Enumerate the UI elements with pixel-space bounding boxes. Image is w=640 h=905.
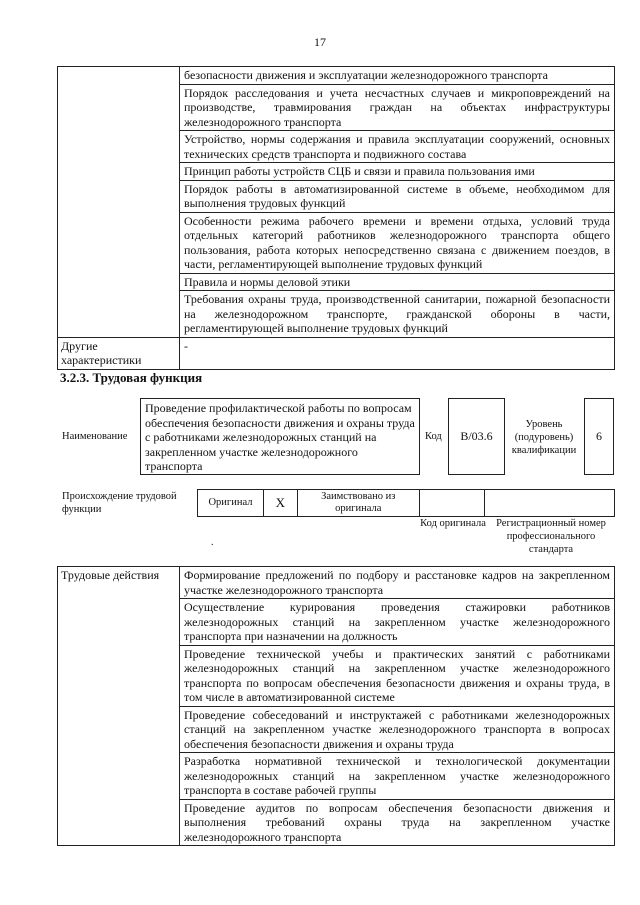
labor-action-cell: Разработка нормативной технической и технологической документации железнодорожных станций на закрепленном участке железнодорожного транспорта в составе рабочей группы [180, 753, 615, 800]
qualification-level-label: Уровень (подуровень) квалификации [511, 419, 577, 456]
other-characteristics-value: - [180, 337, 615, 369]
section-heading: 3.2.3. Трудовая функция [60, 370, 203, 385]
knowledge-cell: Принцип работы устройств СЦБ и связи и правила пользования ими [180, 163, 615, 181]
other-characteristics-label: Другие характеристики [58, 337, 180, 369]
code-original-caption: Код оригинала [420, 518, 486, 529]
knowledge-cell: Требования охраны труда, производственной санитарии, пожарной безопасности на железнодорожном транспорте, гражданской обороны в части, регламентирующей выполнение трудовых функций [180, 291, 615, 338]
labor-actions-label: Трудовые действия [58, 567, 180, 846]
code-original-cell [419, 490, 485, 517]
knowledge-table [57, 66, 615, 370]
labor-action-cell: Формирование предложений по подбору и расстановке кадров на закрепленном участке железнодорожного транспорта [180, 567, 615, 599]
knowledge-label-cell [58, 67, 180, 338]
dot-mark: . [211, 537, 214, 548]
function-code-box [448, 398, 505, 475]
table-row [198, 490, 615, 517]
qualification-level-value: 6 [596, 429, 602, 443]
labor-action-cell: Осуществление курирования проведения стажировки работников железнодорожных станций на закрепленном участке железнодорожного транспорта при назначении на должность [180, 599, 615, 646]
original-label: Оригинал [198, 490, 264, 517]
labor-action-cell: Проведение аудитов по вопросам обеспечения безопасности движения и выполнения требований охраны труда на закрепленном участке железнодорожного транспорта [180, 799, 615, 846]
original-mark: X [263, 490, 297, 517]
borrowed-label: Заимствовано из оригинала [297, 490, 419, 517]
page-number: 17 [314, 35, 326, 49]
knowledge-cell: Особенности режима рабочего времени и времени отдыха, условий труда отдельных категорий работников железнодорожного транспорта общего пользования, работа которых непосредственно связана с движением поездов, в части, регламентирующей выполнение трудовых функций [180, 212, 615, 273]
origin-table [197, 489, 615, 517]
knowledge-cell: Порядок расследования и учета несчастных случаев и микроповреждений на производстве, травмирования граждан на объектах инфраструктуры железнодорожного транспорта [180, 84, 615, 131]
code-label: Код [425, 431, 442, 442]
labor-action-cell: Проведение технической учебы и практических занятий с работниками железнодорожных станций на закрепленном участке железнодорожного транспорта по вопросам обеспечения безопасности движения и охраны труда, в том числе в автоматизированной системе [180, 645, 615, 706]
knowledge-cell: Порядок работы в автоматизированной системе в объеме, необходимом для выполнения трудовых функций [180, 180, 615, 212]
qualification-level-box [584, 398, 614, 475]
function-code-value: B/03.6 [460, 429, 493, 443]
reg-number-caption: Регистрационный номер профессионального стандарта [496, 518, 606, 555]
table-row [58, 67, 615, 85]
labor-actions-table [57, 566, 615, 846]
origin-label: Происхождение трудовой функции [62, 491, 177, 515]
table-row [58, 567, 615, 599]
table-row [58, 337, 615, 369]
reg-number-cell [485, 490, 615, 517]
name-label: Наименование [62, 431, 128, 442]
knowledge-cell: безопасности движения и эксплуатации железнодорожного транспорта [180, 67, 615, 85]
labor-action-cell: Проведение собеседований и инструктажей с работниками железнодорожных станций на закрепленном участке железнодорожного транспорта в вопросах обеспечения безопасности движения и охраны труда [180, 706, 615, 753]
knowledge-cell: Устройство, нормы содержания и правила эксплуатации сооружений, основных технических средств транспорта и подвижного состава [180, 131, 615, 163]
function-name-box: Проведение профилактической работы по вопросам обеспечения безопасности движения и охраны труда с работниками железнодорожных станций на закрепленном участке железнодорожного транспорта [140, 398, 420, 475]
knowledge-cell: Правила и нормы деловой этики [180, 273, 615, 291]
